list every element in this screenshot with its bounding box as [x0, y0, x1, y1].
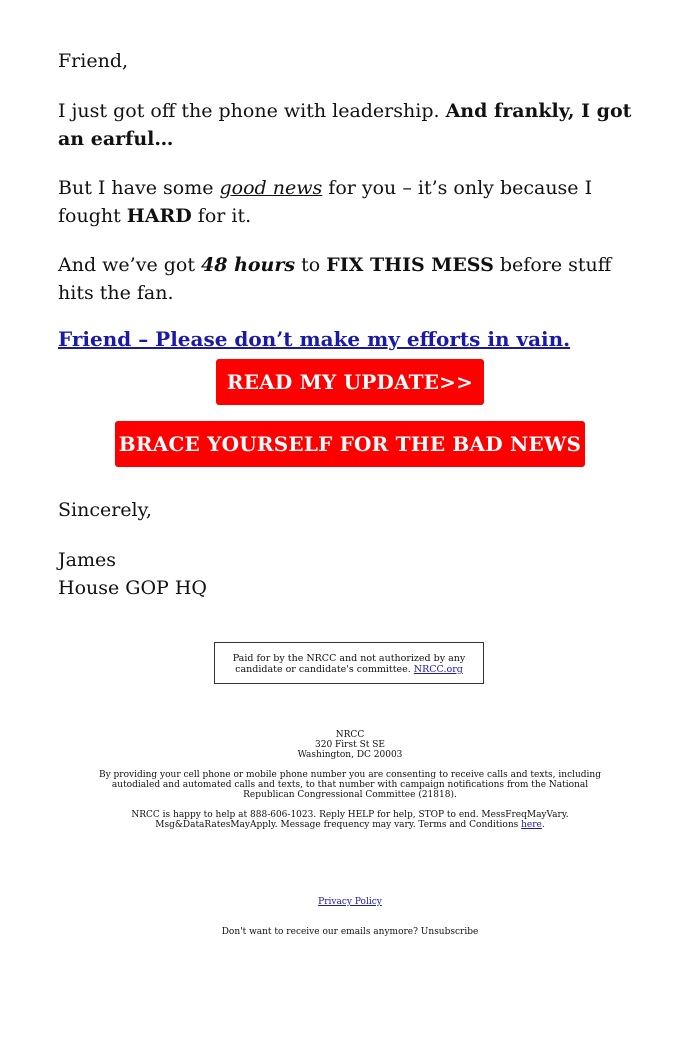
signature: [58, 546, 648, 602]
terms-link[interactable]: here: [521, 820, 542, 830]
signoff-text: Sincerely,: [58, 499, 152, 521]
paragraph-phone-bold: And frankly, I got an earful…: [58, 100, 632, 150]
good-news-emphasis: good news: [219, 177, 323, 199]
deadline-fix-mess: FIX THIS MESS: [326, 254, 494, 276]
paragraph-phone-text: I just got off the phone with leadership.: [58, 100, 446, 122]
paragraph-deadline: [58, 251, 648, 307]
footer-unsubscribe[interactable]: Don't want to receive our emails anymore? Unsubscribe: [221, 927, 479, 937]
good-news-text-a: But I have some: [58, 177, 220, 199]
deadline-text-c: to: [295, 254, 327, 276]
paid-for-text: Paid for by the NRCC and not authorized by any candidate or candidate's committee.: [232, 653, 466, 675]
footer-city: Washington, DC 20003: [297, 750, 403, 760]
signer-name: James: [58, 549, 116, 571]
read-update-button[interactable]: READ MY UPDATE>>: [216, 359, 484, 405]
efforts-link[interactable]: Friend – Please don’t make my efforts in vain.: [58, 327, 571, 351]
headline-link-paragraph: [58, 325, 648, 354]
deadline-text-e: before stuff hits the fan.: [58, 254, 612, 304]
footer-help-text: NRCC is happy to help at 888-606-1023. Reply HELP for help, STOP to end. MessFreqMayVary. Msg&DataRatesMayApply. Message frequency may vary. Terms and Conditions: [131, 810, 569, 830]
signer-org: House GOP HQ: [58, 577, 208, 599]
paragraph-good-news: [58, 174, 648, 230]
deadline-hours: 48 hours: [201, 254, 296, 276]
paragraph-phone: [58, 97, 648, 153]
footer-help-end: .: [541, 820, 545, 830]
footer-help: [90, 810, 610, 830]
greeting-text: Friend,: [58, 50, 129, 72]
footer-consent: By providing your cell phone or mobile phone number you are consenting to receive calls and texts, including autodialed and automated calls and texts, to that number with campaign notifications from the National Republican Congressional Committee (21818).: [98, 770, 601, 800]
footer-address: [90, 730, 610, 760]
signoff: [58, 496, 648, 524]
footer-street: 320 First St SE: [315, 740, 385, 750]
nrcc-link[interactable]: NRCC.org: [413, 664, 463, 675]
good-news-text-e: for it.: [191, 205, 252, 227]
greeting: [58, 47, 648, 75]
paid-for-disclaimer: [214, 642, 484, 684]
bad-news-button[interactable]: BRACE YOURSELF FOR THE BAD NEWS: [115, 421, 585, 467]
footer-privacy: [90, 897, 610, 907]
good-news-hard: HARD: [126, 205, 192, 227]
privacy-policy-link[interactable]: Privacy Policy: [318, 897, 382, 907]
good-news-text-c: for you – it’s only because I fought: [58, 177, 593, 227]
footer-org: NRCC: [335, 730, 365, 740]
deadline-text-a: And we’ve got: [58, 254, 202, 276]
